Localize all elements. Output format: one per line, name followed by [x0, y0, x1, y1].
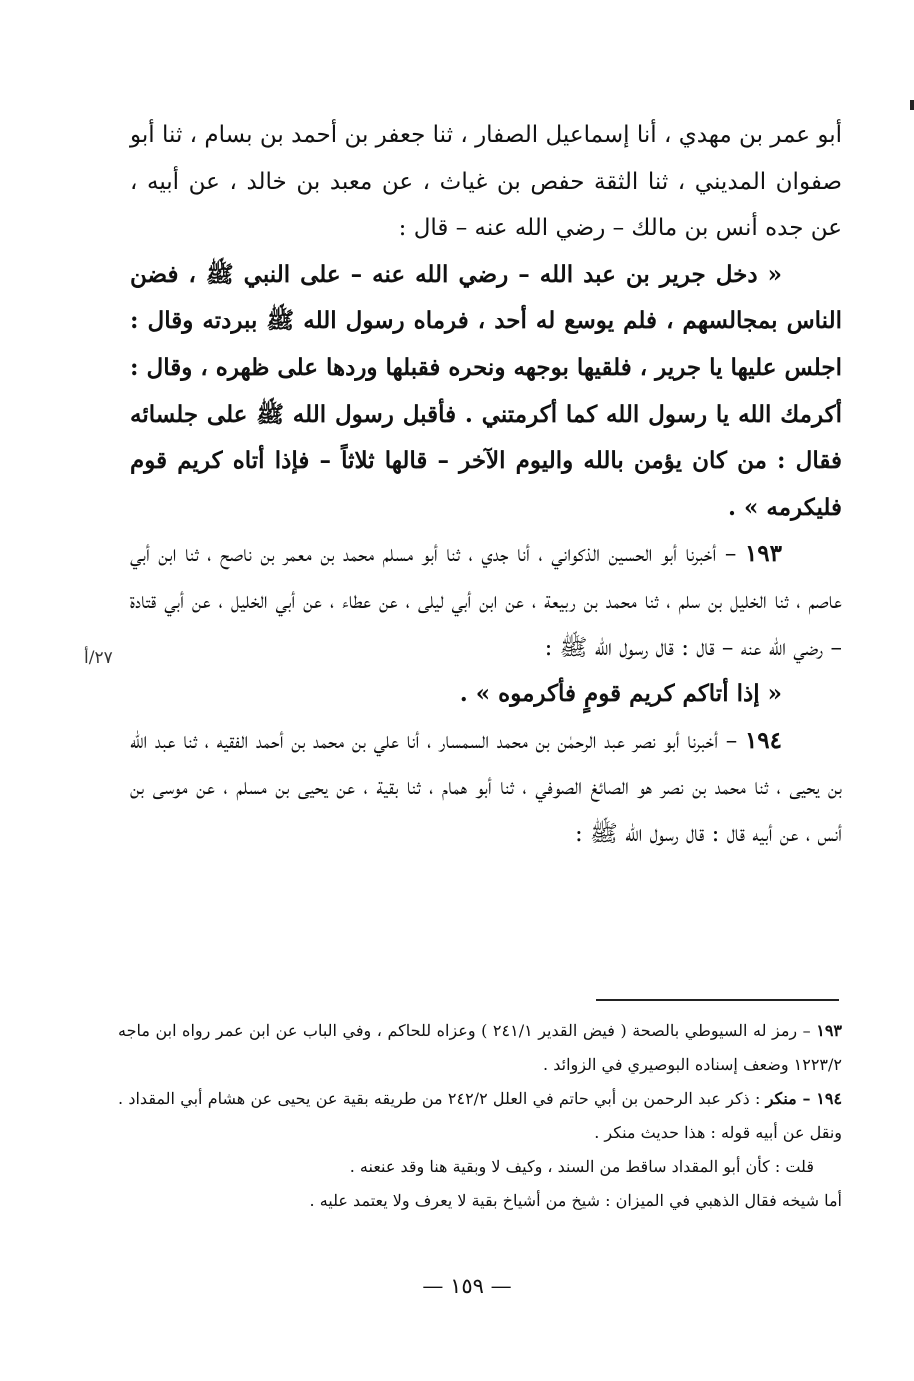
footnote-divider: [596, 999, 839, 1001]
hadith-number-194: ١٩٤: [744, 726, 782, 754]
hadith-192-text: « دخل جرير بن عبد الله – رضي الله عنه – على النبي ﷺ ، فضن الناس بمجالسهم ، فلم يوسع له أحد ، فرماه رسول الله ﷺ ببردته وقال : اجلس عليها يا جرير ، فلقيها بوجهه ونحره فقبلها وردها على ظهره ، وقال : أكرمك الله يا رسول الله كما أكرمتني . فأقبل رسول الله ﷺ على جلسائه فقال : من كان يؤمن بالله واليوم الآخر – قالها ثلاثاً – فإذا أتاه كريم قوم فليكرمه » .: [130, 260, 842, 521]
page-edge-mark: [910, 100, 914, 110]
footnote-193: [118, 1014, 842, 1082]
footnote-194: [118, 1082, 842, 1150]
hadith-number-193: ١٩٣: [744, 540, 782, 568]
isnad-194: – أخبرنا أبو نصر عبد الرحمٰن بن محمد السمسار ، أنا علي بن محمد بن أحمد الفقيه ، ثنا عبد الله بن يحيى ، ثنا محمد بن نصر هو الصائغ الصوفي ، ثنا أبو همام ، ثنا بقية ، عن يحيى بن مسلم ، عن موسى بن أنس ، عن أبيه قال : قال رسول الله ﷺ :: [130, 727, 843, 847]
footnote-193-number: ١٩٣: [816, 1021, 842, 1040]
main-text-body: [130, 112, 842, 858]
hadith-193-text: « إذا أتاكم كريم قومٍ فأكرموه » .: [459, 680, 782, 708]
footnote-note-1: قلت : كأن أبو المقداد ساقط من السند ، وكيف لا وبقية هنا وقد عنعنه .: [349, 1157, 814, 1176]
footnote-194-text: : ذكر عبد الرحمن بن أبي حاتم في العلل ٢٤٢/٢ من طريقه بقية عن يحيى عن هشام أبي المقداد . ونقل عن أبيه قوله : هذا حديث منكر .: [118, 1089, 842, 1142]
footnote-193-text: – رمز له السيوطي بالصحة ( فيض القدير ٢٤١/١ ) وعزاه للحاكم ، وفي الباب عن ابن عمر رواه ابن ماجه ١٢٢٣/٢ وضعف إسناده البوصيري في الزوائد .: [118, 1021, 842, 1074]
footnote-194-number: ١٩٤: [816, 1089, 843, 1108]
paragraph-194: [130, 718, 842, 858]
page-number: — ١٥٩ —: [422, 1274, 512, 1298]
footnote-note-2: أما شيخه فقال الذهبي في الميزان : شيخ من أشياخ بقية لا يعرف ولا يعتمد عليه .: [309, 1191, 842, 1210]
footnotes-section: [118, 1014, 842, 1218]
paragraph-193: [130, 531, 842, 671]
intro-paragraph: أبو عمر بن مهدي ، أنا إسماعيل الصفار ، ثنا جعفر بن أحمد بن بسام ، ثنا أبو صفوان المديني ، ثنا الثقة حفص بن غياث ، عن معبد بن خالد ، عن أبيه ، عن جده أنس بن مالك – رضي الله عنه – قال :: [130, 122, 842, 242]
footnote-194-label: – منكر: [765, 1089, 817, 1108]
margin-folio-note: ٢٧/أ: [84, 648, 113, 668]
isnad-193: – أخبرنا أبو الحسين الذكواني ، أنا جدي ، ثنا أبو مسلم محمد بن معمر بن ناصح ، ثنا ابن أبي عاصم ، ثنا الخليل بن سلم ، ثنا محمد بن ربيعة ، عن ابن أبي ليلى ، عن عطاء ، عن أبي الخليل ، عن أبي قتادة – رضي الله عنه – قال : قال رسول الله ﷺ :: [130, 541, 842, 661]
